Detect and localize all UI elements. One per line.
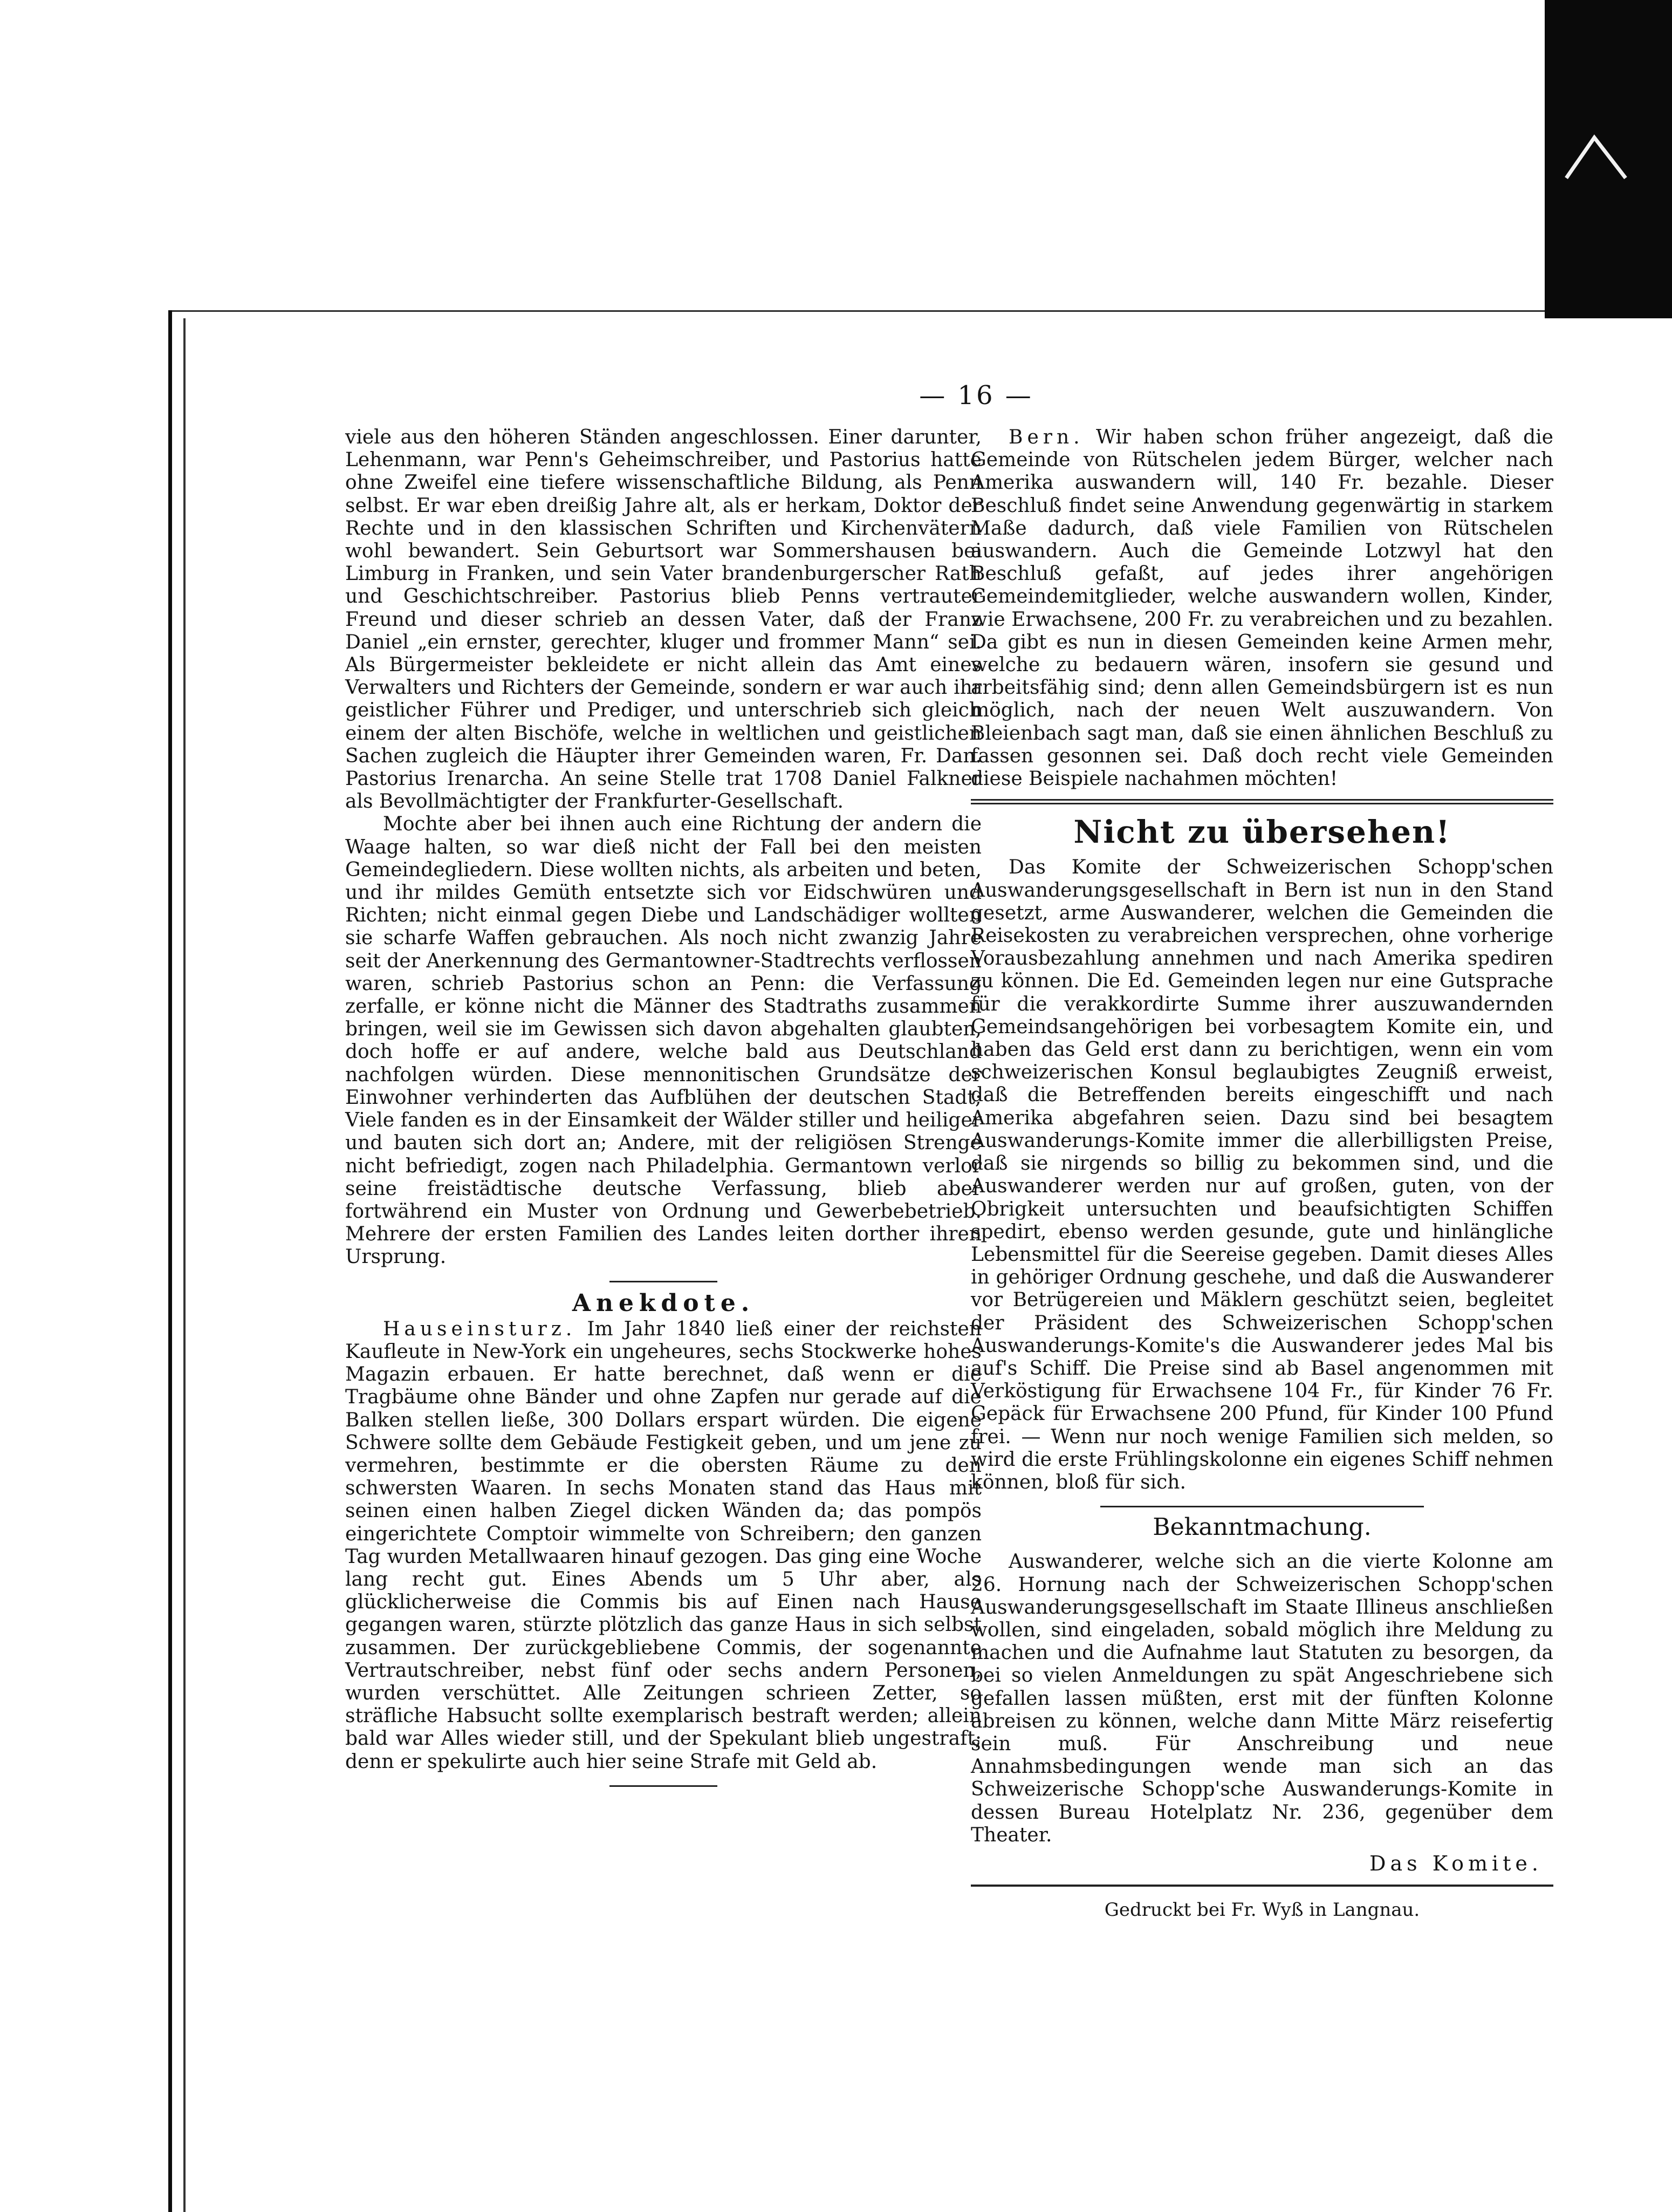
- printer-rule: [971, 1885, 1553, 1887]
- left-column: [345, 426, 982, 1787]
- scan-dark-corner: [1545, 0, 1672, 318]
- anekdote-text: Im Jahr 1840 ließ einer der reichsten Kaufleute in New-York ein ungeheures, sechs Stockwerke hohes Magazin erbauen. Er hatte berechnet, daß wenn er die Tragbäume ohne Bänder und ohne Zapfen nur gerade auf die Balken stellen ließe, 300 Dollars erspart würden. Die eigene Schwere sollte dem Gebäude Festigkeit geben, und um jene zu vermehren, bestimmte er die obersten Räume zu den schwersten Waaren. In sechs Monaten stand das Haus mit seinen einen halben Ziegel dicken Wänden da; das pompös eingerichtete Comptoir wimmelte von Schreibern; den ganzen Tag wurden Metallwaaren hinauf gezogen. Das ging eine Woche lang recht gut. Eines Abends um 5 Uhr aber, als glücklicherweise die Commis bis auf Einen nach Hause gegangen waren, stürzte plötzlich das ganze Haus in sich selbst zusammen. Der zurückgebliebene Commis, der sogenannte Vertrautschreiber, nebst fünf oder sechs andern Personen, wurden verschüttet. Alle Zeitungen schrieen Zetter, so sträfliche Habsucht sollte exemplarisch bestraft werden; allein bald war Alles wieder still, und der Spekulant blieb ungestraft; denn er spekulirte auch hier seine Strafe mit Geld ab.: [345, 1317, 982, 1773]
- anekdote-body: [345, 1318, 982, 1773]
- anekdote-heading: Anekdote.: [572, 1289, 755, 1317]
- scan-border-top: [168, 310, 1560, 312]
- page-number: — 16 —: [919, 380, 1033, 411]
- bern-paragraph: [971, 426, 1553, 790]
- end-divider: [609, 1785, 717, 1787]
- right-column: [971, 426, 1553, 1921]
- paragraph-germantown: Mochte aber bei ihnen auch eine Richtung der andern die Waage halten, so war dieß nicht der Fall bei den meisten Gemeindegliedern. Diese wollten nichts, als arbeiten und beten, und ihr mildes Gemüth entsetzte sich vor Eidschwüren und Richten; nicht einmal gegen Diebe und Landschädiger wollten sie scharfe Waffen gebrauchen. Als noch nicht zwanzig Jahre seit der Anerkennung des Germantowner-Stadtrechts verflossen waren, schrieb Pastorius schon an Penn: die Verfassung zerfalle, er könne nicht die Männer des Stadtraths zusammen bringen, weil sie im Gewissen sich davon abgehalten glaubten, doch hoffe er auf andere, welche bald aus Deutschland nachfolgen würden. Diese mennonitischen Grundsätze der Einwohner verhinderten das Aufblühen der deutschen Stadt; Viele fanden es in der Einsamkeit der Wälder stiller und heiliger und bauten sich dort an; Andere, mit der religiösen Strenge nicht befriedigt, zogen nach Philadelphia. Germantown verlor seine freistädtische deutsche Verfassung, blieb aber fortwährend ein Muster von Ordnung und Gewerbebetrieb. Mehrere der ersten Familien des Landes leiten dorther ihren Ursprung.: [345, 813, 982, 1268]
- printer-line: Gedruckt bei Fr. Wyß in Langnau.: [1104, 1899, 1420, 1921]
- scan-border-inner: [183, 318, 186, 2212]
- signature: Das Komite.: [1369, 1851, 1543, 1875]
- double-rule: [971, 799, 1553, 804]
- notice-text: Das Komite der Schweizerischen Schopp'schen Auswanderungsgesellschaft in Bern ist nun in den Stand gesetzt, arme Auswanderer, welchen die Gemeinden die Reisekosten zu verabreichen versprechen, ohne vorherige Vorausbezahlung annehmen und nach Amerika spediren zu können. Die Ed. Gemeinden legen nur eine Gutsprache für die verakkordirte Summe ihrer auszuwandernden Gemeindsangehörigen bei vorbesagtem Komite ein, und haben das Geld erst dann zu berichtigen, wenn ein vom schweizerischen Konsul beglaubigtes Zeugniß erweist, daß die Betreffenden bereits eingeschifft und nach Amerika abgefahren seien. Dazu sind bei besagtem Auswanderungs-Komite immer die allerbilligsten Preise, daß sie nirgends so billig zu bekommen sind, und die Auswanderer werden nur auf großen, guten, von der Obrigkeit untersuchten und beaufsichtigten Schiffen spedirt, ebenso werden gesunde, gute und hinlängliche Lebensmittel für die Seereise gegeben. Damit dieses Alles in gehöriger Ordnung geschehe, und daß die Auswanderer vor Betrügereien und Mäklern geschützt seien, begleitet der Präsident des Schweizerischen Schopp'schen Auswanderungs-Komite's die Auswanderer jedes Mal bis auf's Schiff. Die Preise sind ab Basel angenommen mit Verköstigung für Erwachsene 104 Fr., für Kinder 76 Fr. Gepäck für Erwachsene 200 Pfund, für Kinder 100 Pfund frei. — Wenn nur noch wenige Familien sich melden, so wird die erste Frühlingskolonne ein eigenes Schiff nehmen können, bloß für sich.: [971, 856, 1553, 1493]
- notice-divider: [1100, 1506, 1424, 1507]
- anekdote-lead: Hauseinsturz.: [383, 1317, 577, 1340]
- announcement-heading: Bekanntmachung.: [1153, 1513, 1372, 1541]
- bern-text: Wir haben schon früher angezeigt, daß die Gemeinde von Rütschelen jedem Bürger, welcher nach Amerika auswandern will, 140 Fr. bezahle. Dieser Beschluß findet seine Anwendung gegenwärtig in starkem Maße dadurch, daß viele Familien von Rütschelen auswandern. Auch die Gemeinde Lotzwyl hat den Beschluß gefaßt, auf jedes ihrer angehörigen Gemeindemitglieder, welche auswandern wollen, Kinder, wie Erwachsene, 200 Fr. zu verabreichen und zu bezahlen. Da gibt es nun in diesen Gemeinden keine Armen mehr, welche zu bedauern wären, insofern sie gesund und arbeitsfähig sind; denn allen Gemeindsbürgern ist es nun möglich, nach der neuen Welt auszuwandern. Von Bleienbach sagt man, daß sie einen ähnlichen Beschluß zu fassen gesonnen sei. Daß doch recht viele Gemeinden diese Beispiele nachahmen möchten!: [971, 426, 1553, 790]
- section-divider: [609, 1281, 717, 1282]
- bern-lead: Bern.: [1009, 426, 1084, 448]
- announcement-text: Auswanderer, welche sich an die vierte Kolonne am 26. Hornung nach der Schweizerischen Schopp'schen Auswanderungsgesellschaft im Staate Illineus anschließen wollen, sind eingeladen, sobald möglich ihre Meldung zu machen und die Aufnahme laut Statuten zu besorgen, da bei so vielen Anmeldungen zu spät Angeschriebene sich gefallen lassen müßten, erst mit der fünften Kolonne abreisen zu können, welche dann Mitte März reisefertig sein muß. Für Anschreibung und neue Annahmsbedingungen wende man sich an das Schweizerische Schopp'sche Auswanderungs-Komite in dessen Bureau Hotelplatz Nr. 236, gegenüber dem Theater.: [971, 1551, 1553, 1846]
- caret-mark-icon: [1545, 0, 1672, 318]
- paragraph-pastorius: viele aus den höheren Ständen angeschlossen. Einer darunter, Lehenmann, war Penn's Geheimschreiber, und Pastorius hatte ohne Zweifel eine tiefere wissenschaftliche Bildung, als Penn selbst. Er war eben dreißig Jahre alt, als er herkam, Doktor der Rechte und in den klassischen Schriften und Kirchenvätern wohl bewandert. Sein Geburtsort war Sommershausen bei Limburg in Franken, und sein Vater brandenburgerscher Rath und Geschichtschreiber. Pastorius blieb Penns vertrauter Freund und dieser schrieb an dessen Vater, daß der Franz Daniel „ein ernster, gerechter, kluger und frommer Mann“ sei. Als Bürgermeister bekleidete er nicht allein das Amt eines Verwalters und Richters der Gemeinde, sondern er war auch ihr geistlicher Führer und Prediger, und unterschrieb sich gleich einem der alten Bischöfe, welche in weltlichen und geistlichen Sachen zugleich die Häupter ihrer Gemeinden waren, Fr. Dan. Pastorius Irenarcha. An seine Stelle trat 1708 Daniel Falkner als Bevollmächtigter der Frankfurter-Gesellschaft.: [345, 426, 982, 813]
- scan-border-left: [168, 310, 172, 2212]
- notice-heading: Nicht zu übersehen!: [1073, 814, 1451, 851]
